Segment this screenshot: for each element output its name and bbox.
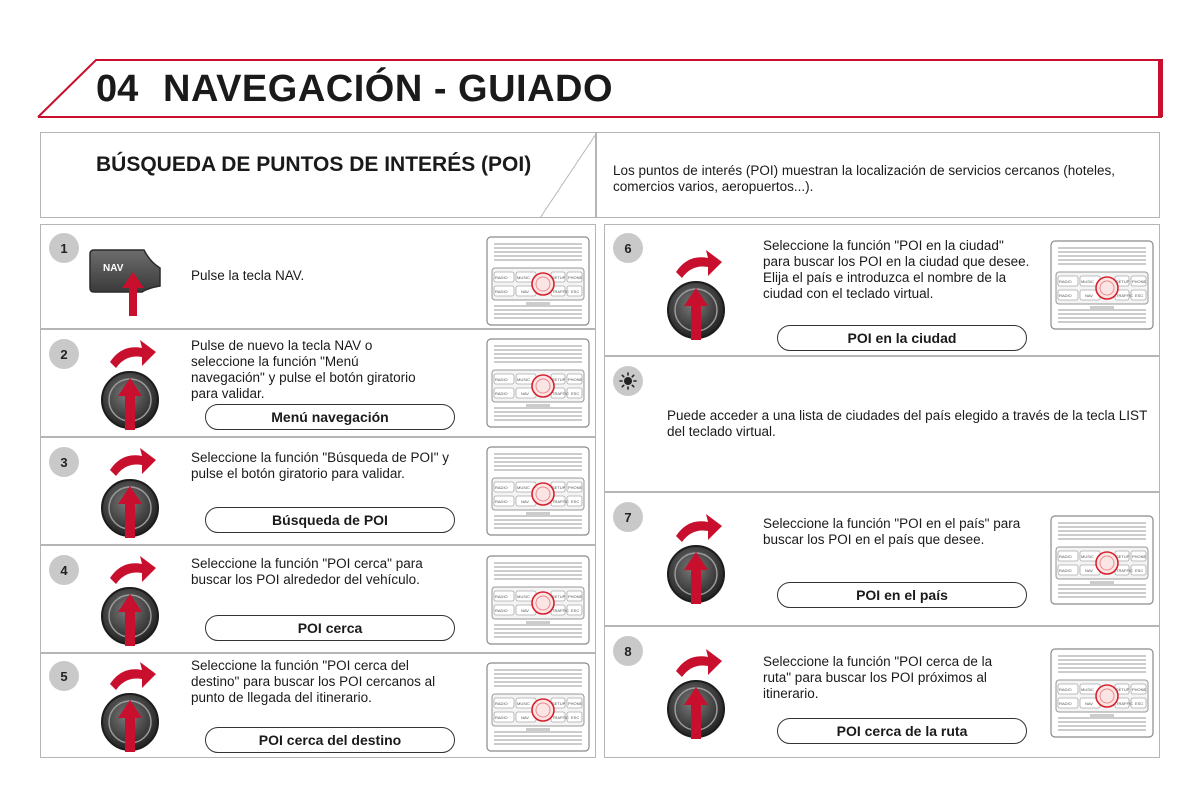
panel-button-label: RADIO	[495, 275, 508, 280]
panel-button-label: RADIO	[1059, 554, 1072, 559]
panel-button-label: ESC	[1135, 568, 1144, 573]
panel-button-label: MUSIC	[517, 275, 530, 280]
panel-button-label: SETUP	[552, 594, 566, 599]
subtitle-box-corner	[530, 132, 600, 220]
panel-button-label: RADIO	[495, 485, 508, 490]
panel-button-label: MUSIC	[1081, 554, 1094, 559]
panel-button-label: MUSIC	[517, 594, 530, 599]
panel-button-label: NAV	[1085, 701, 1093, 706]
rotary-knob-icon	[98, 656, 168, 756]
panel-button-label: ESC	[1135, 701, 1144, 706]
nav-key-label: NAV	[103, 263, 124, 274]
panel-button-label: RADIO	[495, 594, 508, 599]
step-text: Seleccione la función "POI cerca del destino" para buscar los POI cercanos al punto de llegada del itinerario.	[191, 658, 436, 705]
step-text: Seleccione la función "Búsqueda de POI" y pulse el botón giratorio para validar.	[191, 450, 449, 481]
tip-text: Puede acceder a una lista de ciudades del país elegido a través de la tecla LIST del teclado virtual.	[667, 408, 1148, 439]
step-number: 8	[613, 636, 643, 666]
panel-button-label: PHONE	[1132, 554, 1147, 559]
poi-cerca-destino-button[interactable]: POI cerca del destino	[205, 727, 455, 753]
panel-button-label: ESC	[571, 608, 580, 613]
radio-panel-icon	[1050, 240, 1154, 330]
panel-button-label: ESC	[571, 289, 580, 294]
section-subtitle: BÚSQUEDA DE PUNTOS DE INTERÉS (POI)	[96, 153, 532, 176]
panel-button-label: TRAFFIC	[552, 499, 569, 504]
panel-button-label: RADIO	[495, 289, 508, 294]
step-number: 1	[49, 233, 79, 263]
menu-navegacion-button[interactable]: Menú navegación	[205, 404, 455, 430]
rotary-knob-icon	[664, 508, 734, 608]
panel-button-label: SETUP	[552, 377, 566, 382]
panel-button-label: ESC	[571, 499, 580, 504]
panel-button-label: TRAFFIC	[1116, 568, 1133, 573]
intro-text: Los puntos de interés (POI) muestran la localización de servicios cercanos (hoteles, comercios varios, aeropuertos...).	[613, 163, 1115, 194]
panel-button-label: NAV	[521, 608, 529, 613]
panel-button-label: SETUP	[552, 485, 566, 490]
rotary-knob-icon	[664, 643, 734, 743]
panel-button-label: MUSIC	[517, 377, 530, 382]
rotary-knob-icon	[98, 334, 168, 434]
panel-button-label: RADIO	[495, 391, 508, 396]
panel-button-label: RADIO	[1059, 687, 1072, 692]
panel-button-label: PHONE	[1132, 687, 1147, 692]
panel-button-label: PHONE	[568, 701, 583, 706]
panel-button-label: RADIO	[1059, 568, 1072, 573]
panel-button-label: RADIO	[495, 608, 508, 613]
panel-button-label: TRAFFIC	[552, 289, 569, 294]
panel-button-label: SETUP	[1116, 554, 1130, 559]
rotary-knob-icon	[98, 442, 168, 542]
step-text: Pulse de nuevo la tecla NAV o seleccione la función "Menú navegación" y pulse el botón giratorio para validar.	[191, 338, 416, 401]
step-number: 3	[49, 447, 79, 477]
panel-button-label: MUSIC	[1081, 687, 1094, 692]
panel-button-label: TRAFFIC	[552, 715, 569, 720]
panel-button-label: PHONE	[568, 485, 583, 490]
panel-button-label: NAV	[521, 499, 529, 504]
radio-panel-icon	[1050, 648, 1154, 738]
panel-button-label: NAV	[1085, 293, 1093, 298]
rotary-knob-icon	[98, 550, 168, 650]
panel-button-label: MUSIC	[1081, 279, 1094, 284]
busqueda-poi-button[interactable]: Búsqueda de POI	[205, 507, 455, 533]
step-number: 7	[613, 502, 643, 532]
panel-button-label: PHONE	[568, 275, 583, 280]
panel-button-label: NAV	[521, 715, 529, 720]
panel-button-label: TRAFFIC	[1116, 293, 1133, 298]
nav-key-icon	[88, 248, 168, 318]
panel-button-label: NAV	[1085, 568, 1093, 573]
poi-cerca-ruta-button[interactable]: POI cerca de la ruta	[777, 718, 1027, 744]
panel-button-label: ESC	[571, 391, 580, 396]
panel-button-label: SETUP	[552, 275, 566, 280]
radio-panel-icon	[486, 338, 590, 428]
panel-button-label: RADIO	[495, 715, 508, 720]
panel-button-label: NAV	[521, 289, 529, 294]
panel-button-label: SETUP	[1116, 279, 1130, 284]
step-number: 4	[49, 555, 79, 585]
panel-button-label: RADIO	[495, 499, 508, 504]
panel-button-label: RADIO	[1059, 701, 1072, 706]
step-text: Seleccione la función "POI en el país" para buscar los POI en el país que desee.	[763, 516, 1021, 547]
panel-button-label: PHONE	[568, 377, 583, 382]
panel-button-label: TRAFFIC	[552, 391, 569, 396]
panel-button-label: RADIO	[1059, 293, 1072, 298]
panel-button-label: SETUP	[552, 701, 566, 706]
step-text: Seleccione la función "POI en la ciudad" para buscar los POI en la ciudad que desee. Elija el país e introduzca el nombre de la ciudad con el teclado virtual.	[763, 238, 1030, 301]
panel-button-label: NAV	[521, 391, 529, 396]
lightbulb-icon	[613, 366, 643, 396]
panel-button-label: ESC	[571, 715, 580, 720]
radio-panel-icon	[1050, 515, 1154, 605]
panel-button-label: PHONE	[568, 594, 583, 599]
panel-button-label: RADIO	[495, 701, 508, 706]
step-text: Pulse la tecla NAV.	[191, 268, 305, 283]
panel-button-label: RADIO	[495, 377, 508, 382]
step-text: Seleccione la función "POI cerca de la ruta" para buscar los POI próximos al itinerario.	[763, 654, 993, 701]
step-number: 2	[49, 339, 79, 369]
step-number: 6	[613, 233, 643, 263]
radio-panel-icon	[486, 236, 590, 326]
step-number: 5	[49, 661, 79, 691]
poi-ciudad-button[interactable]: POI en la ciudad	[777, 325, 1027, 351]
rotary-knob-icon	[664, 244, 734, 344]
panel-button-label: TRAFFIC	[552, 608, 569, 613]
panel-button-label: ESC	[1135, 293, 1144, 298]
step-text: Seleccione la función "POI cerca" para buscar los POI alrededor del vehículo.	[191, 556, 423, 587]
panel-button-label: TRAFFIC	[1116, 701, 1133, 706]
panel-button-label: MUSIC	[517, 485, 530, 490]
panel-button-label: MUSIC	[517, 701, 530, 706]
panel-button-label: RADIO	[1059, 279, 1072, 284]
chapter-title: NAVEGACIÓN - GUIADO	[163, 68, 614, 110]
poi-cerca-button[interactable]: POI cerca	[205, 615, 455, 641]
radio-panel-icon	[486, 662, 590, 752]
chapter-number: 04	[96, 68, 139, 110]
poi-pais-button[interactable]: POI en el país	[777, 582, 1027, 608]
panel-button-label: SETUP	[1116, 687, 1130, 692]
radio-panel-icon	[486, 446, 590, 536]
panel-button-label: PHONE	[1132, 279, 1147, 284]
radio-panel-icon	[486, 555, 590, 645]
